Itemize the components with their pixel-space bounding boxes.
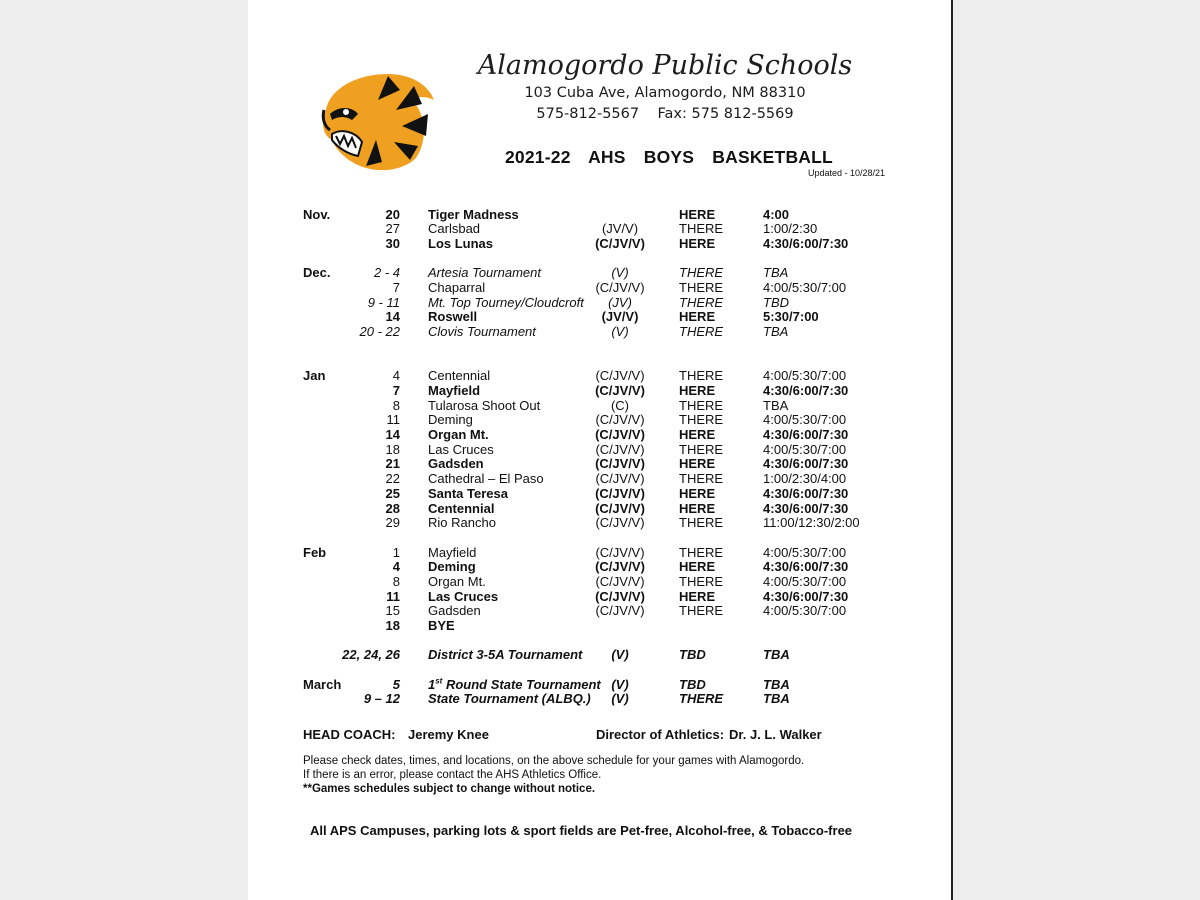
- team-level: (C/JV/V): [595, 368, 645, 383]
- game-time: 5:30/7:00: [763, 309, 819, 324]
- game-time: TBA: [763, 677, 790, 692]
- team-level: (C/JV/V): [595, 603, 645, 618]
- game-time: TBA: [763, 691, 790, 706]
- table-row: [0, 368, 1200, 383]
- table-row: [0, 309, 1200, 324]
- game-date: 27: [385, 221, 400, 236]
- note-contact-office: If there is an error, please contact the AHS Athletics Office.: [303, 769, 602, 781]
- table-row: [0, 236, 1200, 251]
- table-row: [0, 545, 1200, 560]
- table-row: [0, 221, 1200, 236]
- opponent: Mt. Top Tourney/Cloudcroft: [428, 295, 584, 310]
- opponent: Carlsbad: [428, 221, 481, 236]
- table-row: [0, 324, 1200, 339]
- game-date: 5: [392, 677, 400, 692]
- game-location: THERE: [679, 603, 724, 618]
- game-date: 21: [385, 456, 400, 471]
- game-location: THERE: [679, 368, 724, 383]
- game-location: HERE: [679, 427, 716, 442]
- round-name: Round State Tournament: [442, 677, 601, 692]
- game-date: 28: [385, 501, 400, 516]
- table-row: [0, 647, 1200, 662]
- game-date: 7: [392, 280, 400, 295]
- game-location: TBD: [679, 647, 706, 662]
- game-date: 9 - 11: [367, 295, 400, 310]
- opponent: BYE: [428, 618, 455, 633]
- team-level: (C/JV/V): [595, 456, 645, 471]
- game-location: THERE: [679, 412, 724, 427]
- team-level: (C/JV/V): [595, 515, 645, 530]
- team-level: (C/JV/V): [595, 559, 645, 574]
- table-row: [0, 515, 1200, 530]
- updated-date: Updated - 10/28/21: [808, 168, 886, 178]
- director-name: Dr. J. L. Walker: [729, 727, 822, 742]
- game-location: THERE: [679, 324, 724, 339]
- table-row: [0, 456, 1200, 471]
- game-time: 4:30/6:00/7:30: [763, 456, 849, 471]
- game-date: 30: [385, 236, 400, 251]
- table-row: [0, 442, 1200, 457]
- game-time: 4:00: [763, 207, 790, 222]
- game-time: 4:00/5:30/7:00: [763, 574, 847, 589]
- opponent: Deming: [428, 559, 476, 574]
- opponent: Gadsden: [428, 456, 484, 471]
- opponent: Centennial: [428, 501, 495, 516]
- game-location: HERE: [679, 207, 716, 222]
- team-level: (JV/V): [601, 309, 639, 324]
- opponent: Tularosa Shoot Out: [428, 398, 541, 413]
- school-phone-fax: 575-812-5567 Fax: 575 812-5569: [536, 106, 794, 122]
- game-date: 11: [386, 412, 400, 427]
- opponent: Las Cruces: [428, 589, 499, 604]
- game-location: HERE: [679, 456, 716, 471]
- game-location: HERE: [679, 486, 716, 501]
- team-level: (C/JV/V): [595, 383, 645, 398]
- opponent: Organ Mt.: [428, 427, 489, 442]
- game-time: TBA: [763, 324, 789, 339]
- opponent: State Tournament (ALBQ.): [428, 691, 591, 706]
- opponent: Centennial: [428, 368, 491, 383]
- opponent: Clovis Tournament: [428, 324, 536, 339]
- team-level: (C/JV/V): [595, 574, 645, 589]
- month-label: Jan: [303, 368, 326, 383]
- team-level: (C/JV/V): [595, 412, 645, 427]
- note-subject-to-change: **Games schedules subject to change without notice.: [303, 783, 596, 795]
- game-time: 4:00/5:30/7:00: [763, 442, 847, 457]
- opponent: Deming: [428, 412, 473, 427]
- game-location: THERE: [679, 471, 724, 486]
- opponent: Tiger Madness: [428, 207, 519, 222]
- game-time: 1:00/2:30: [763, 221, 818, 236]
- game-location: THERE: [679, 442, 724, 457]
- game-time: TBA: [763, 398, 789, 413]
- game-date: 2 - 4: [373, 265, 400, 280]
- game-date: 15: [385, 603, 400, 618]
- table-row: [0, 559, 1200, 574]
- game-time: 4:00/5:30/7:00: [763, 280, 847, 295]
- game-time: 1:00/2:30/4:00: [763, 471, 847, 486]
- month-label: Dec.: [303, 265, 331, 280]
- school-name: Alamogordo Public Schools: [477, 50, 853, 81]
- table-row: [0, 486, 1200, 501]
- game-location: TBD: [679, 677, 706, 692]
- table-row: [0, 603, 1200, 618]
- game-date: 8: [392, 574, 400, 589]
- game-date: 9 – 12: [363, 691, 400, 706]
- game-date: 4: [392, 559, 400, 574]
- table-row: [0, 618, 1200, 633]
- game-location: THERE: [679, 265, 724, 280]
- month-label: Feb: [303, 545, 327, 560]
- game-time: TBA: [763, 265, 789, 280]
- game-location: HERE: [679, 589, 716, 604]
- game-date: 18: [385, 618, 400, 633]
- note-check-schedule: Please check dates, times, and locations, on the above schedule for your games with Alamogordo.: [303, 755, 805, 767]
- game-location: THERE: [679, 515, 724, 530]
- team-level: (V): [611, 647, 629, 662]
- opponent: Santa Teresa: [428, 486, 508, 501]
- game-date: 20 - 22: [359, 324, 400, 339]
- table-row: [0, 501, 1200, 516]
- table-row: [0, 691, 1200, 706]
- game-time: 4:30/6:00/7:30: [763, 427, 849, 442]
- opponent: Las Cruces: [428, 442, 494, 457]
- opponent: Gadsden: [428, 603, 481, 618]
- game-time: TBD: [763, 295, 789, 310]
- opponent: Chaparral: [428, 280, 486, 295]
- game-time: 4:00/5:30/7:00: [763, 603, 847, 618]
- game-date: 25: [385, 486, 400, 501]
- month-label: March: [303, 677, 342, 692]
- game-date: 14: [385, 427, 400, 442]
- opponent: Los Lunas: [428, 236, 494, 251]
- game-location: HERE: [679, 309, 716, 324]
- game-date: 8: [392, 398, 400, 413]
- game-date: 11: [386, 589, 400, 604]
- table-row: [0, 427, 1200, 442]
- team-level: (C/JV/V): [595, 427, 645, 442]
- school-address: 103 Cuba Ave, Alamogordo, NM 88310: [524, 85, 806, 101]
- game-time: 4:30/6:00/7:30: [763, 589, 849, 604]
- game-location: HERE: [679, 501, 716, 516]
- game-date: 18: [385, 442, 400, 457]
- game-date: 20: [385, 207, 400, 222]
- team-level: (JV/V): [601, 221, 639, 236]
- ordinal-suffix: st: [435, 676, 443, 686]
- game-date: 1: [392, 545, 400, 560]
- opponent: District 3-5A Tournament: [428, 647, 583, 662]
- game-location: HERE: [679, 559, 716, 574]
- team-level: (JV): [608, 295, 632, 310]
- team-level: (V): [611, 691, 629, 706]
- game-location: THERE: [679, 398, 724, 413]
- opponent: Roswell: [428, 309, 478, 324]
- table-row: [0, 383, 1200, 398]
- head-coach-label: HEAD COACH:: [303, 727, 396, 742]
- table-row: [0, 295, 1200, 310]
- opponent: Mayfield: [428, 383, 481, 398]
- team-level: (V): [611, 677, 629, 692]
- game-time: 4:30/6:00/7:30: [763, 486, 849, 501]
- opponent: Artesia Tournament: [428, 265, 541, 280]
- team-level: (C/JV/V): [595, 236, 645, 251]
- team-level: (C): [610, 398, 630, 413]
- game-time: 4:30/6:00/7:30: [763, 559, 849, 574]
- game-location: THERE: [679, 545, 724, 560]
- game-time: 4:30/6:00/7:30: [763, 236, 849, 251]
- table-row: [0, 280, 1200, 295]
- game-date: 4: [392, 368, 400, 383]
- game-time: 11:00/12:30/2:00: [763, 515, 860, 530]
- team-level: (C/JV/V): [595, 280, 645, 295]
- month-label: Nov.: [303, 207, 331, 222]
- game-time: 4:30/6:00/7:30: [763, 501, 849, 516]
- table-row: [0, 589, 1200, 604]
- game-time: 4:30/6:00/7:30: [763, 383, 849, 398]
- opponent: Cathedral – El Paso: [428, 471, 544, 486]
- game-time: 4:00/5:30/7:00: [763, 368, 847, 383]
- game-time: 4:00/5:30/7:00: [763, 545, 847, 560]
- game-date: 22: [385, 471, 400, 486]
- table-row: [0, 677, 1200, 692]
- tiger-head-logo: [318, 70, 436, 174]
- team-level: (C/JV/V): [595, 545, 645, 560]
- table-row: [0, 265, 1200, 280]
- game-location: THERE: [679, 295, 724, 310]
- team-level: (C/JV/V): [595, 486, 645, 501]
- campus-policy: All APS Campuses, parking lots & sport fields are Pet-free, Alcohol-free, & Tobacco-free: [310, 823, 853, 838]
- opponent: Mayfield: [428, 545, 477, 560]
- director-label: Director of Athletics:: [596, 727, 725, 742]
- game-date: 14: [385, 309, 400, 324]
- game-location: HERE: [679, 383, 716, 398]
- table-row: [0, 207, 1200, 222]
- team-level: (C/JV/V): [595, 501, 645, 516]
- head-coach-name: Jeremy Knee: [408, 727, 489, 742]
- opponent: Organ Mt.: [428, 574, 486, 589]
- team-level: (V): [611, 324, 629, 339]
- table-row: [0, 471, 1200, 486]
- game-date: 29: [385, 515, 400, 530]
- game-date: 7: [392, 383, 400, 398]
- ordinal-number: 1: [428, 677, 436, 692]
- opponent: Rio Rancho: [428, 515, 496, 530]
- game-date: 22, 24, 26: [342, 647, 400, 662]
- page-title: 2021-22 AHS BOYS BASKETBALL: [505, 147, 833, 167]
- game-location: THERE: [679, 280, 724, 295]
- game-location: HERE: [679, 236, 716, 251]
- game-location: THERE: [679, 574, 724, 589]
- team-level: (C/JV/V): [595, 442, 645, 457]
- team-level: (C/JV/V): [595, 471, 645, 486]
- game-time: TBA: [763, 647, 790, 662]
- team-level: (V): [611, 265, 629, 280]
- game-time: 4:00/5:30/7:00: [763, 412, 847, 427]
- game-location: THERE: [679, 691, 724, 706]
- table-row: [0, 412, 1200, 427]
- game-location: THERE: [679, 221, 724, 236]
- table-row: [0, 398, 1200, 413]
- team-level: (C/JV/V): [595, 589, 645, 604]
- table-row: [0, 574, 1200, 589]
